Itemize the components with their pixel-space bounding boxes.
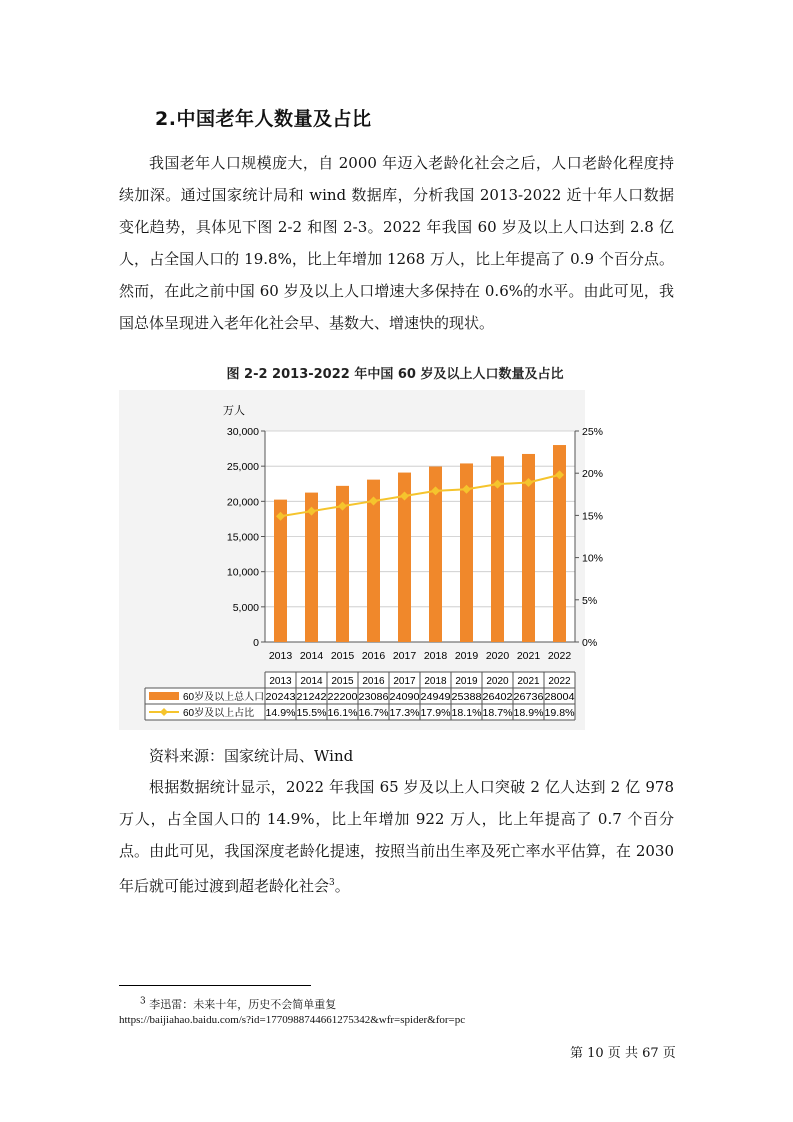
footnote-text: 李迅雷：未来十年，历史不会简单重复 [145,998,337,1011]
x-tick-label: 2014 [299,650,324,662]
body-paragraph-2 [119,771,674,902]
footnote-divider [119,985,311,986]
x-tick-label: 2019 [454,650,479,662]
chart-container [119,390,604,730]
table-header-cell: 2016 [362,676,385,687]
y-left-tick-label: 20,000 [226,496,259,509]
y-left-tick-label: 5,000 [232,601,259,614]
legend-label: 60岁及以上占比 [183,708,255,719]
table-cell: 15.5% [296,708,327,719]
x-tick-label: 2017 [392,650,417,662]
footnote-number: 3 [140,996,146,1007]
table-cell: 17.3% [389,708,420,719]
table-cell: 17.9% [420,708,451,719]
footnote [140,996,336,1012]
table-header-cell: 2015 [331,676,354,687]
table-header-cell: 2020 [486,676,509,687]
unit-label: 万人 [223,405,245,417]
table-cell: 24949 [420,692,451,703]
x-tick-label: 2021 [516,650,541,662]
y-right-tick-label: 10% [582,552,604,565]
table-cell: 16.7% [358,708,389,719]
footnote-ref[interactable]: 3 [329,878,335,888]
y-right-tick-label: 0% [582,637,598,649]
x-tick-label: 2018 [423,650,448,662]
paragraph-body: 根据数据统计显示，2022 年我国 65 岁及以上人口突破 2 亿人达到 2 亿 978 万人，占全国人口的 14.9%，比上年增加 922 万人，比上年提高了 0.7 个百分点。由此可见，我国深度老龄化提速，按照当前出生率及死亡率水平估算，在 2030 年后就可能过渡到超老龄化社会 [119,778,674,895]
bar [274,500,287,642]
y-right-tick-label: 5% [582,594,598,607]
y-left-tick-label: 30,000 [226,426,259,438]
paragraph-text [119,771,674,902]
y-right-tick-label: 25% [582,426,604,438]
y-right-tick-label: 15% [582,510,604,523]
table-cell: 23086 [358,692,389,703]
table-header-cell: 2014 [300,676,323,687]
source-line: 资料来源：国家统计局、Wind [149,747,354,765]
section-heading: 2.中国老年人数量及占比 [155,108,372,130]
x-tick-label: 2020 [485,650,510,662]
legend-label: 60岁及以上总人口 [183,692,265,703]
y-left-tick-label: 15,000 [226,531,259,544]
legend-swatch-bar [149,692,179,700]
table-header-cell: 2019 [455,676,478,687]
paragraph-end: 。 [334,877,350,895]
table-cell: 26736 [513,692,544,703]
table-header-cell: 2021 [517,676,540,687]
x-tick-label: 2013 [268,650,293,662]
table-cell: 24090 [389,692,420,703]
figure-caption: 图 2-2 2013-2022 年中国 60 岁及以上人口数量及占比 [226,367,564,382]
table-cell: 18.1% [451,708,482,719]
footnote-url[interactable]: https://baijiahao.baidu.com/s?id=1770988744661275342&wfr=spider&for=pc [119,1014,466,1026]
y-left-tick-label: 10,000 [226,566,259,579]
table-cell: 18.9% [513,708,544,719]
paragraph-text: 我国老年人口规模庞大，自 2000 年迈入老龄化社会之后，人口老龄化程度持续加深。通过国家统计局和 wind 数据库，分析我国 2013-2022 近十年人口数据变化趋势，具体见下图 2-2 和图 2-3。2022 年我国 60 岁及以上人口达到 2.8 亿人，占全国人口的 19.8%，比上年增加 1268 万人，比上年提高了 0.9 个百分点。然而，在此之前中国 60 岁及以上人口增速大多保持在 0.6%的水平。由此可见，我国总体呈现进入老年化社会早、基数大、增速快的现状。 [119,154,674,332]
table-cell: 19.8% [544,708,575,719]
y-right-tick-label: 20% [582,468,604,481]
table-cell: 25388 [451,692,482,703]
x-tick-label: 2015 [330,650,355,662]
table-header-cell: 2013 [269,676,292,687]
table-cell: 16.1% [327,708,358,719]
table-header-cell: 2022 [548,676,571,687]
table-cell: 20243 [265,692,296,703]
table-cell: 18.7% [482,708,513,719]
table-cell: 21242 [296,692,327,703]
table-header-cell: 2018 [424,676,447,687]
table-cell: 22200 [327,692,358,703]
body-paragraph-1 [119,147,674,339]
table-cell: 28004 [544,692,575,703]
x-tick-label: 2022 [547,650,572,662]
y-left-tick-label: 25,000 [226,461,259,474]
table-header-cell: 2017 [393,676,416,687]
table-cell: 14.9% [265,708,296,719]
page-number: 第 10 页 共 67 页 [570,1046,676,1061]
y-left-tick-label: 0 [253,637,259,649]
x-tick-label: 2016 [361,650,386,662]
chart-svg [119,390,604,730]
table-cell: 26402 [482,692,513,703]
